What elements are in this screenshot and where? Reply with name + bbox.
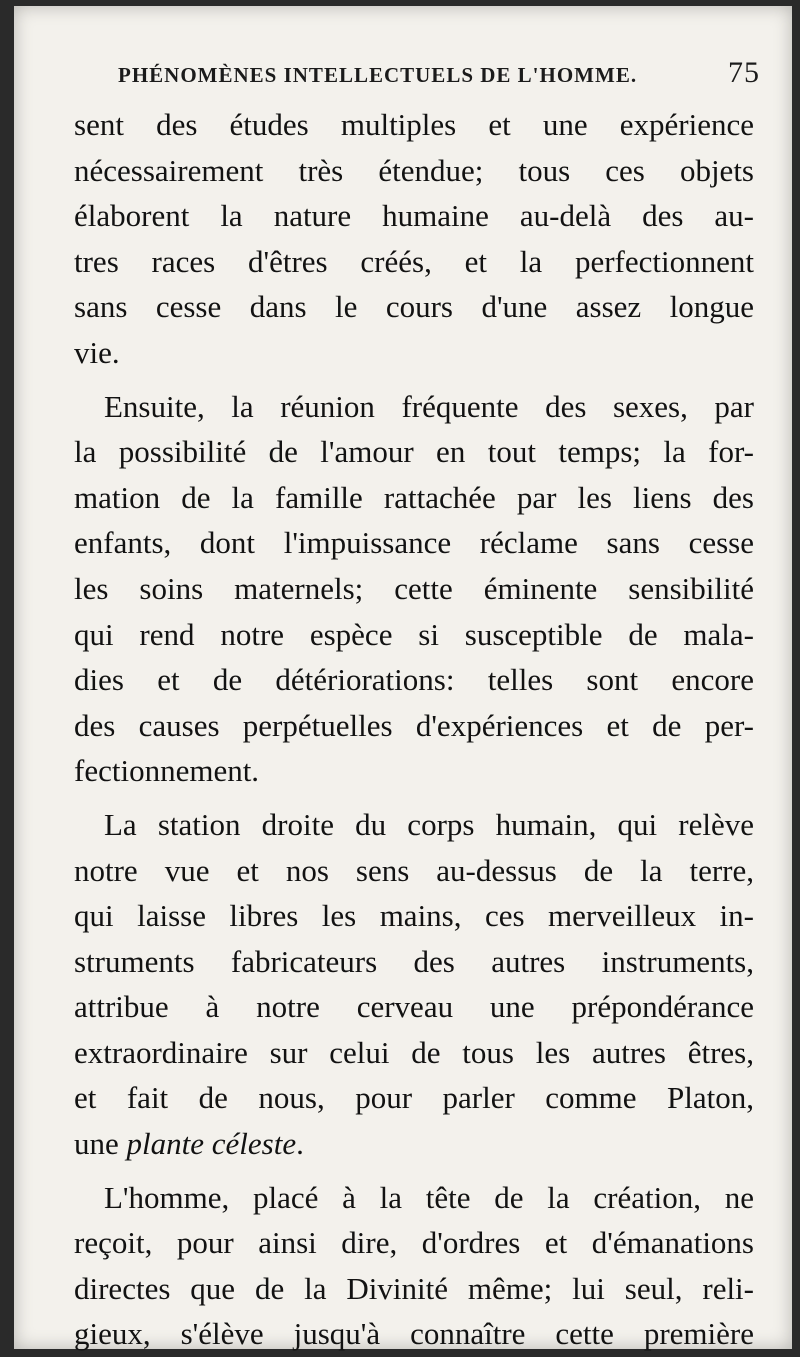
- text-line: qui rend notre espèce si susceptible de mala-: [74, 616, 754, 652]
- text-line: La station droite du corps humain, qui relève: [104, 806, 754, 842]
- text-line: élaborent la nature humaine au-delà des au-: [74, 198, 754, 234]
- text-line: extraordinaire sur celui de tous les autres êtres,: [74, 1034, 754, 1070]
- text-line: fectionnement.: [74, 753, 260, 789]
- text-line: sent des études multiples et une expérience: [74, 107, 754, 142]
- running-title: PHÉNOMÈNES INTELLECTUELS DE L'HOMME.: [118, 63, 638, 87]
- text-line: tres races d'êtres créés, et la perfectionnent: [74, 243, 754, 279]
- text-line: qui laisse libres les mains, ces merveilleux in-: [74, 898, 754, 934]
- book-page: [14, 6, 792, 1352]
- paragraph: [74, 102, 754, 376]
- text-line: nécessairement très étendue; tous ces objets: [74, 152, 754, 188]
- text-line: struments fabricateurs des autres instruments,: [74, 943, 754, 979]
- text-line: L'homme, placé à la tête de la création, ne: [104, 1179, 754, 1215]
- paragraph: [74, 802, 754, 1167]
- text-line: dies et de détériorations: telles sont encore: [74, 662, 754, 698]
- text-line: les soins maternels; cette éminente sensibilité: [74, 570, 754, 606]
- text-line: reçoit, pour ainsi dire, d'ordres et d'émanations: [74, 1225, 754, 1261]
- text-line: la possibilité de l'amour en tout temps; la for-: [74, 434, 754, 470]
- text-line: attribue à notre cerveau une prépondérance: [74, 989, 754, 1025]
- text-line: gieux, s'élève jusqu'à connaître cette première: [74, 1316, 754, 1352]
- text-fragment: .: [296, 1126, 304, 1162]
- paragraph: [74, 384, 754, 794]
- text-line: enfants, dont l'impuissance réclame sans cesse: [74, 525, 754, 561]
- text-fragment: une: [74, 1126, 127, 1162]
- page-body: [74, 102, 754, 1357]
- text-line: notre vue et nos sens au-dessus de la terre,: [74, 852, 754, 888]
- text-line: vie.: [74, 334, 120, 370]
- italic-phrase: plante céleste: [126, 1126, 297, 1162]
- text-line: mation de la famille rattachée par les liens des: [74, 479, 754, 515]
- text-line: [74, 1121, 754, 1167]
- text-line: et fait de nous, pour parler comme Platon,: [74, 1080, 754, 1116]
- running-header: [118, 56, 760, 90]
- text-line: des causes perpétuelles d'expériences et de per-: [74, 707, 754, 743]
- page-number: 75: [728, 56, 760, 89]
- text-line: sans cesse dans le cours d'une assez longue: [74, 289, 754, 325]
- text-line: directes que de la Divinité même; lui seul, reli-: [74, 1270, 754, 1306]
- paragraph: [74, 1175, 754, 1357]
- text-line: Ensuite, la réunion fréquente des sexes, par: [104, 388, 754, 424]
